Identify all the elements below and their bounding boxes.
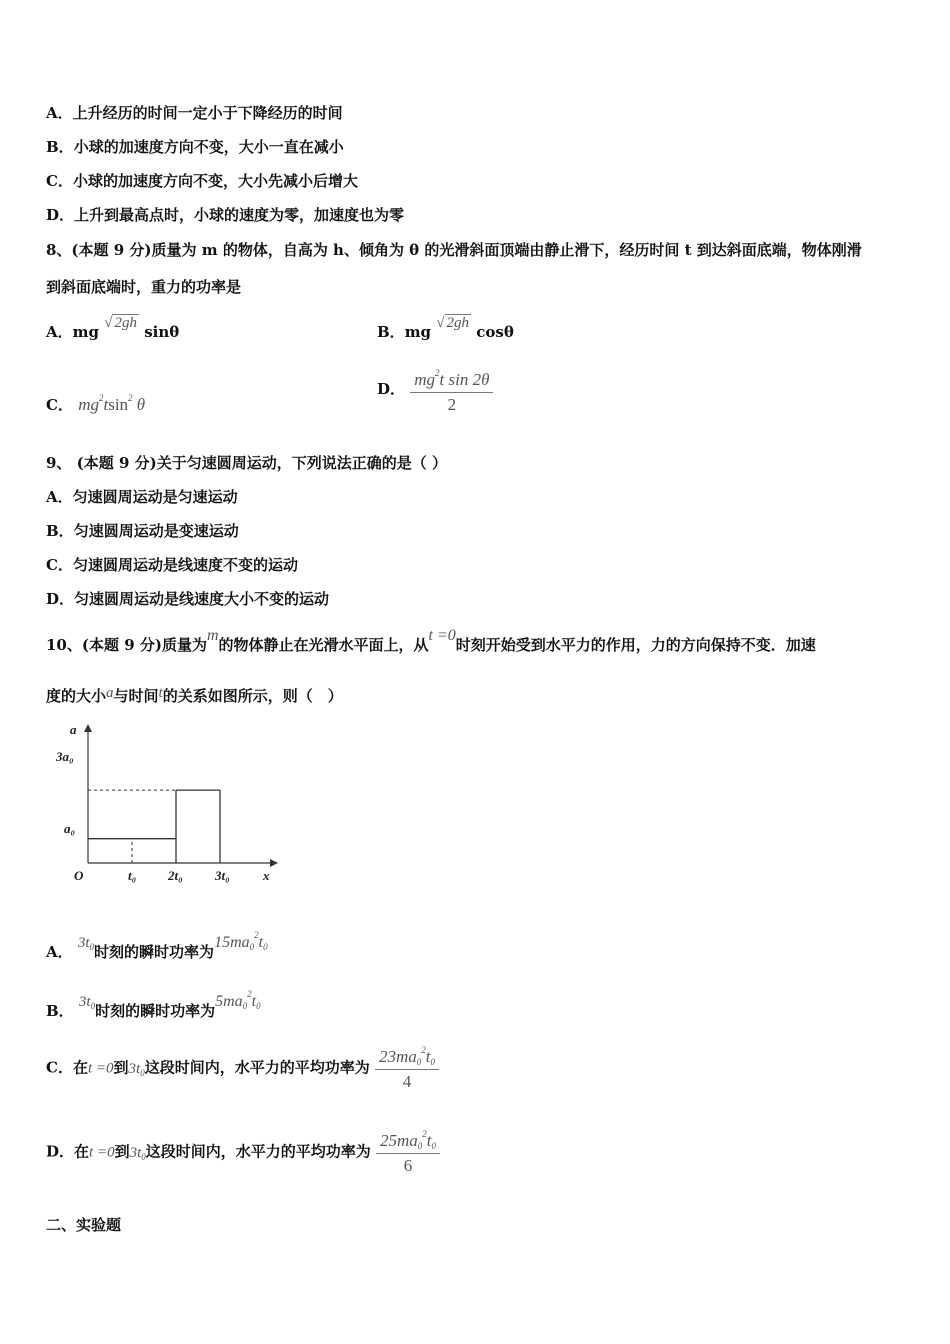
formula: $mg^2tsin^2$ θ	[78, 393, 146, 414]
y-tick-3a0: 3a₀	[56, 749, 74, 764]
q7-option-c: C．小球的加速度方向不变，大小先减小后增大	[46, 172, 358, 190]
sqrt-expression: √ 2gh	[436, 315, 470, 331]
q8-option-b: B．mg √ 2gh cosθ	[377, 315, 514, 341]
fraction: $\frac{mg^2t \sin 2\theta}{2}$	[410, 368, 493, 415]
q8-option-d: D． $\frac{mg^2t \sin 2\theta}{2}$	[377, 368, 493, 415]
q10-option-b: B． $3t_0$时刻的瞬时功率为$5ma_0^2t_0$	[46, 989, 261, 1020]
q9-option-d: D．匀速圆周运动是线速度大小不变的运动	[46, 590, 330, 608]
x-tick-t0: t₀	[128, 868, 137, 883]
q7-option-d: D．上升到最高点时，小球的速度为零，加速度也为零	[46, 206, 405, 224]
q10-stem-line1: 10、(本题 9 分)质量为m的物体静止在光滑水平面上，从t =0时刻开始受到水平力的作用，力的方向保持不变．加速	[46, 627, 816, 654]
q8-option-a: A．mg √ 2gh sinθ	[46, 315, 180, 341]
formula: $15ma_0^2t_0$	[214, 930, 268, 952]
formula: $5ma_0^2t_0$	[215, 989, 261, 1011]
acceleration-time-graph	[50, 720, 280, 890]
q10-option-c: C．在t =0到$3t_0$这段时间内，水平力的平均功率为 $\frac{23ma_0^2t_0}{4}$	[46, 1045, 439, 1092]
q8-option-c: C． $mg^2tsin^2$ θ	[46, 393, 146, 414]
q9-option-b: B．匀速圆周运动是变速运动	[46, 522, 239, 540]
fraction: $\frac{25ma_0^2t_0}{6}$	[376, 1129, 440, 1176]
y-axis-label: a	[70, 722, 77, 737]
sqrt-expression: √ 2gh	[104, 315, 137, 331]
q9-stem: 9、 (本题 9 分)关于匀速圆周运动，下列说法正确的是（ ）	[46, 454, 447, 472]
origin-label: O	[74, 868, 84, 883]
q7-option-b: B．小球的加速度方向不变，大小一直在减小	[46, 138, 344, 156]
q7-option-a: A．上升经历的时间一定小于下降经历的时间	[46, 104, 343, 122]
x-axis-label: x	[263, 868, 270, 883]
x-tick-2t0: 2t₀	[168, 868, 183, 883]
q8-stem-line1: 8、(本题 9 分)质量为 m 的物体，自高为 h、倾角为 θ 的光滑斜面顶端由静止滑下，经历时间 t 到达斜面底端，物体刚滑	[46, 241, 862, 259]
fraction: $\frac{23ma_0^2t_0}{4}$	[375, 1045, 439, 1092]
q10-option-d: D．在t =0到$3t_0$这段时间内，水平力的平均功率为 $\frac{25ma_0^2t_0}{6}$	[46, 1129, 440, 1176]
q9-option-c: C．匀速圆周运动是线速度不变的运动	[46, 556, 298, 574]
q10-option-a: A． $3t_0$时刻的瞬时功率为$15ma_0^2t_0$	[46, 930, 268, 961]
x-axis-arrow	[270, 859, 278, 867]
y-tick-a0: a₀	[64, 821, 76, 836]
q10-stem-line2: 度的大小a与时间t的关系如图所示，则（ ）	[46, 685, 343, 705]
q8-stem-line2: 到斜面底端时，重力的功率是	[46, 278, 242, 296]
formula: $3t_0$	[78, 994, 96, 1011]
x-tick-3t0: 3t₀	[215, 868, 230, 883]
y-axis-arrow	[84, 724, 92, 732]
section-heading: 二、实验题	[46, 1216, 122, 1234]
formula: $3t_0$	[77, 935, 95, 952]
q9-option-a: A．匀速圆周运动是匀速运动	[46, 488, 238, 506]
